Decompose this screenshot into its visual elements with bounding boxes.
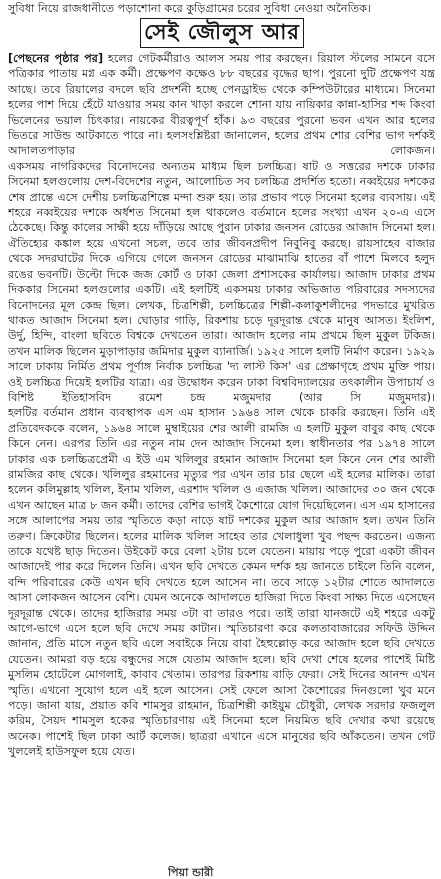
continued-from-back-page-label: [পেছনের পৃষ্ঠার পর] (8, 52, 104, 65)
article-body (8, 51, 435, 871)
article-paragraph (8, 51, 435, 159)
headline: সেই জৌলুস আর (144, 19, 300, 44)
article-paragraph: হলটির বর্তমান প্রধান ব্যবস্থাপক এস এম হাসান ১৯৬৪ সাল থেকে চাকরি করছেন। তিনি এই প্রতিবেদককে বলেন, ১৯৬৪ সালে মুম্বাইয়ের শের আলী রামজি এ হলটি মুকুল বাবুর কাছ থেকে কিনে নেন। এরপর তিনি এর নতুন নাম দেন আজাদ সিনেমা হল। স্বাধীনতার পর ১৯৭৪ সালে ঢাকার এক চলচ্চিত্রপ্রেমী এ ইউ এম খলিলুর রহমান আজাদ সিনেমা হল কিনে নেন শের আলী রামজির কাছ থেকে। খলিলুর রহমানের মৃত্যুর পর এখন তার চার ছেলে এই হলের মালিক। তারা হলেন কলিমুল্লাহ খলিল, ইনাম খলিল, এরশাদ খলিল ও এজাজ খলিল। আজাদের ৩০ জন থেকে এখন আছেন মাত্র ৮ জন কর্মী। তাদের বেশির ভাগই কৈশোরে যোগ দিয়েছিলেন। এস এম হাসানের সঙ্গে আলাপের সময় তার স্মৃতিতে কড়া নাড়ে ষাট দশকের মুকুল আর আজাদ হল। তখন তিনি তরুণ। ক্রিকেটার ছিলেন। হলের মালিক খলিল সাহেব তার খেলাধুলা খুব পছন্দ করতেন। এজন্য তাকে যথেষ্ট ছাড় দিতেন। উইকেট করে বেলা ২টায় চলে যেতেন। মায়ায় পড়ে পুরো একটা জীবন আজাদেই পার করে দিলেন তিনি। এখন ছবি দেখতে কেমন দর্শক হয় জানতে চাইলে তিনি বলেন, বন্দি পরিবারের কেউ এখন ছবি দেখতে হলে আসেন না। তবে সাড়ে ১২টার শোতে আদালতে আসা লোকজন আসেন বেশি। যেমন অনেকে আদালতে হাজিরা দিতে কিংবা সাক্ষ্য দিতে এসেছেন দূরদূরান্ত থেকে। তাদের হাজিরার সময় ৩টা বা তারও পরে। তাই তারা যানজটে এই শহরে একটু আগে-ভাগে এসে হলে ছবি দেখে সময় কাটান। স্মৃতিচারণা করে কলতাবাজারের সফিউ উদ্দিন জানান, প্রতি মাসে নতুন ছবি এলে সবাইকে নিয়ে বাবা হৈহুল্লোড় করে আজাদ হলে ছবি দেখতে যেতেন। আমরা বড় হয়ে বন্ধুদের সঙ্গে যেতাম আজাদ হলে। ছবি দেখা শেষে হলের পাশেই মিষ্টি মুসলিম হোটেলে মোগলাই, কাবাব খেতাম। তারপর রিকশায় বাড়ি ফেরা। সেই দিনের আনন্দ এখন স্মৃতি। এখনো সুযোগ হলে এই হলে আসেন। সেই ফেলে আসা কৈশোরের দিনগুলো খুব মনে পড়ে। জানা যায়, প্রয়াত কবি শামসুর রাহমান, চিত্রশিল্পী কাইয়ুম চৌধুরী, লেখক সরদার ফজলুল করিম, সৈয়দ শামসুল হকের স্মৃতিচারণায় এই সিনেমা হলে নিয়মিত ছবি দেখার কথা রয়েছে অনেক। পাশেই ছিল ঢাকা আর্ট কলেজ। ছাত্ররা এখানে এসে মানুষের ছবি আঁকতেন। তখন গেট খুললেই হাউসফুল হয়ে যেত। (8, 406, 435, 759)
article-paragraph: একসময় নাগরিকদের বিনোদনের অন্যতম মাধ্যম ছিল চলচ্চিত্র। ষাট ও সত্তরের দশকে ঢাকার সিনেমা হলগুলোয় দেশ-বিদেশের নতুন, আলোচিত সব চলচ্চিত্র প্রদর্শিত হতো। নব্বইয়ের দশকের শেষ প্রান্তে এসে দেশীয় চলচ্চিত্রশিল্পে মন্দা শুরু হয়। তার প্রভাব পড়ে সিনেমা হলের ব্যবসায়। এই শহরে নব্বইয়ের দশকে অর্ধশত সিনেমা হল থাকলেও বর্তমানে হলের সংখ্যা এখন ২০-এ এসে ঠেকেছে। কিন্তু কালের সাক্ষী হয়ে দাঁড়িয়ে আছে পুরান ঢাকার জনসন রোডের আজাদ সিনেমা হল। ঐতিহ্যের কঙ্কাল হয়ে এখনো সচল, তবে তার জীবনপ্রদীপ নিবুনিবু করছে। রায়সাহেব বাজার থেকে সদরঘাটের দিকে এগিয়ে গেলে জনসন রোডের মাঝামাঝি হাতের বাঁ পাশে মিলবে হলুদ রঙের ভবনটি। উল্টো দিকে জজ কোর্ট ও ঢাকা জেলা প্রশাসকের কার্যালয়। আজাদ ঢাকার প্রথম দিককার সিনেমা হলগুলোর একটি। এই হলটিই একসময় ঢাকার অভিজাত পরিবারের সদস্যদের বিনোদনের মূল কেন্দ্র ছিল। লেখক, চিত্রশিল্পী, চলচ্চিত্রের শিল্পী-কলাকুশলীদের পদভারে মুখরিত থাকত আজাদ সিনেমা হল। ঘোড়ার গাড়ি, রিকশায় চড়ে দূরদূরান্ত থেকে মানুষ আসত। ইংলিশ, উর্দু, হিন্দি, বাংলা ছবিতে বিশ্বকে দেখতেন তারা। আজাদ হলের নাম প্রথমে ছিল মুকুল টকিজ। তখন মালিক ছিলেন মুড়াপাড়ার জমিদার মুকুল ব্যানার্জি। ১৯২৫ সালে হলটি নির্মাণ করেন। ১৯২৯ সালে ঢাকায় নির্মিত প্রথম পূর্ণাঙ্গ নির্বাক চলচ্চিত্র 'দ্য লাস্ট কিস' এর প্রেক্ষাগৃহে প্রথম মুক্তি পায়। ওই চলচ্চিত্র দিয়েই হলটির যাত্রা। এর উদ্বোধন করেন ঢাকা বিশ্ববিদ্যালয়ের তৎকালীন উপাচার্য ও বিশিষ্ট ইতিহাসবিদ রমেশ চন্দ্র মজুমদার (আর সি মজুমদার)। (8, 159, 435, 404)
cut-off-footer-text: পিয়া ন্ডারী (168, 866, 214, 879)
headline-box (140, 18, 304, 48)
preceding-article-line: সুবিধা নিয়ে রাজধানীতে পড়াশোনা করে কুড়িগ্রামের চরের সুবিধা নেওয়া অনৈতিক। (8, 2, 372, 15)
paragraph-text: হলের গেটকর্মীরাও আলস সময় পার করছেন। রিয়াল স্টলের সামনে বসে পত্রিকার পাতায় মগ্ন এক কর্মী। প্রক্ষেপণ কক্ষেও ৮৮ বছরের বৃদ্ধের ছাপ। পুরনো দুটি প্রক্ষেপণ যন্ত্র আছে। তবে রিয়ালের বদলে ছবি প্রদর্শনী হচ্ছে পেনড্রাইভ থেকে কম্পিউটারের মাধ্যমে। সিনেমা হলের পাশ দিয়ে হেঁটে যাওয়ার সময় কান খাড়া করলে শোনা যায় নায়িকার কান্না-হাসির শব্দ কিংবা ভিলেনের ভয়াল চিৎকার। নায়কের বীরত্বপূর্ণ হাঁক। ৯৩ বছরের পুরনো ভবন এখন আর হলের ভিতরে সাউন্ড আটকাতে পারে না। হলসংশ্লিষ্টরা জানালেন, হলের প্রথম শোর বেশির ভাগ দর্শকই আদালতপাড়ার লোকজন। (8, 52, 435, 158)
